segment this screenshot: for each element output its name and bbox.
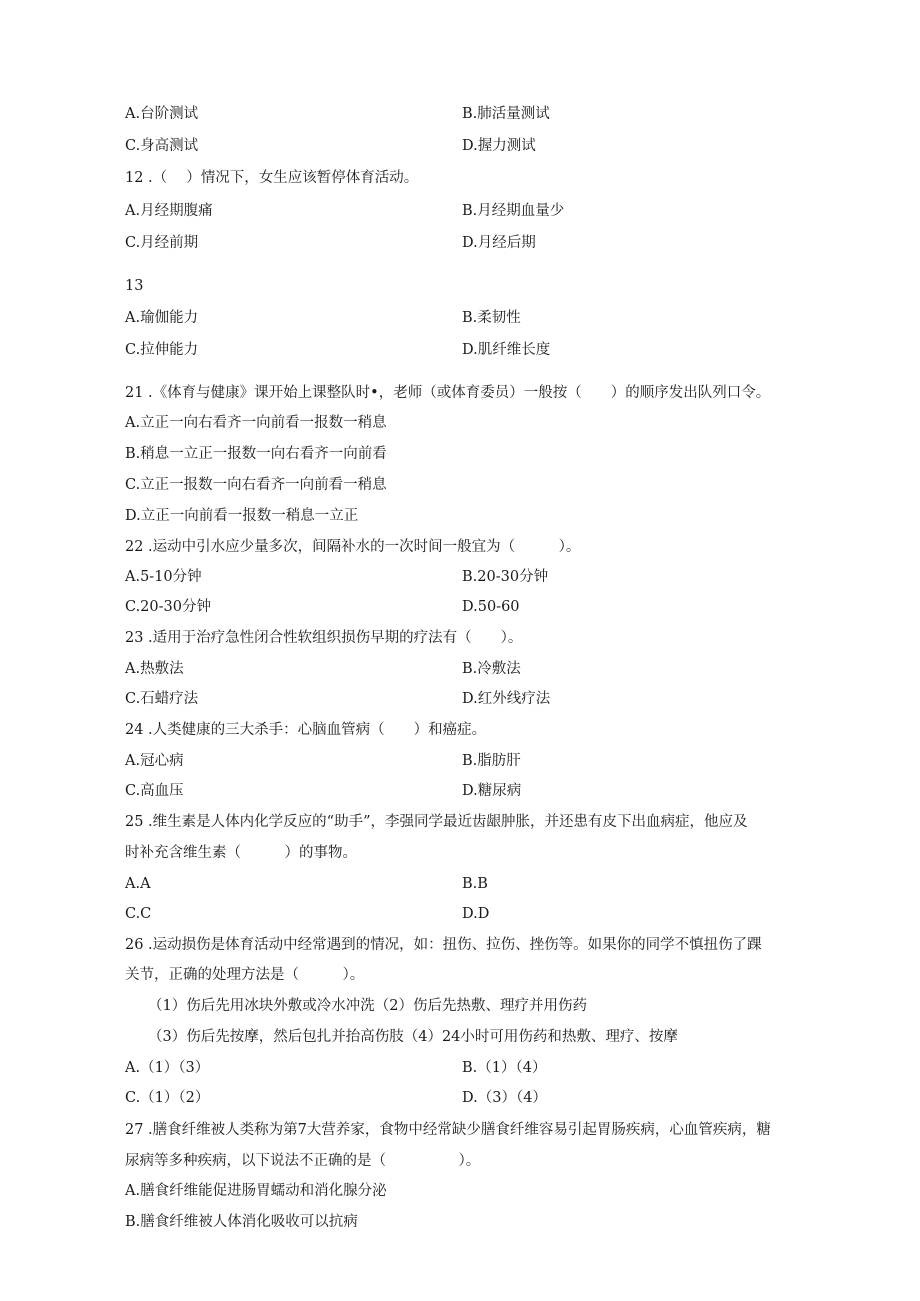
option-a[interactable]: A.冠心病	[125, 753, 184, 769]
option-d[interactable]: D.红外线疗法	[462, 691, 551, 707]
question-25-stem: 25 .维生素是人体内化学反应的“助手”，李强同学最近齿龈肿胀，并还患有皮下出血病症，他应及	[125, 814, 748, 830]
question-21-stem: 21 .《体育与健康》课开始上课整队时•，老师（或体育委员）一般按（ ）的顺序发出队列口令。	[125, 385, 771, 401]
option-c[interactable]: C.20-30分钟	[125, 599, 211, 615]
option-d[interactable]: D.D	[462, 906, 490, 922]
question-22-stem: 22 .运动中引水应少量多次，间隔补水的一次时间一般宜为（ ）。	[125, 539, 581, 555]
question-26-items-1: （1）伤后先用冰块外敷或冷水冲洗（2）伤后先热敷、理疗并用伤药	[148, 998, 587, 1014]
option-d[interactable]: D.立正一向前看一报数一稍息一立正	[125, 508, 359, 524]
option-c[interactable]: C.月经前期	[125, 235, 199, 251]
option-a[interactable]: A.膳食纤维能促进肠胃蠕动和消化腺分泌	[125, 1183, 387, 1199]
option-d[interactable]: D.50-60	[462, 599, 520, 615]
option-a[interactable]: A.（1）（3）	[125, 1060, 210, 1076]
option-b[interactable]: B.脂肪肝	[462, 753, 521, 769]
option-c[interactable]: C.高血压	[125, 783, 184, 799]
option-b[interactable]: B.柔韧性	[462, 310, 521, 326]
option-a[interactable]: A.A	[125, 876, 151, 892]
option-d[interactable]: D.肌纤维长度	[462, 342, 551, 358]
option-d[interactable]: D.握力测试	[462, 138, 536, 154]
option-b[interactable]: B.稍息一立正一报数一向右看齐一向前看	[125, 446, 387, 462]
option-b[interactable]: B.20-30分钟	[462, 569, 549, 585]
option-a[interactable]: A.瑜伽能力	[125, 310, 199, 326]
option-b[interactable]: B.（1）（4）	[462, 1060, 547, 1076]
option-d[interactable]: D.糖尿病	[462, 783, 522, 799]
option-b[interactable]: B.冷敷法	[462, 661, 521, 677]
question-26-stem-cont: 关节，正确的处理方法是（ ）。	[125, 967, 365, 983]
option-b[interactable]: B.肺活量测试	[462, 106, 550, 122]
option-a[interactable]: A.5-10分钟	[125, 569, 202, 585]
option-c[interactable]: C.石蜡疗法	[125, 691, 199, 707]
option-d[interactable]: D.月经后期	[462, 235, 536, 251]
option-b[interactable]: B.月经期血量少	[462, 203, 565, 219]
option-a[interactable]: A.台阶测试	[125, 106, 199, 122]
option-c[interactable]: C.身高测试	[125, 138, 199, 154]
option-a[interactable]: A.热敷法	[125, 661, 184, 677]
option-d[interactable]: D.（3）（4）	[462, 1090, 547, 1106]
question-26-items-2: （3）伤后先按摩，然后包扎并抬高伤肢（4）24小时可用伤药和热敷、理疗、按摩	[148, 1029, 678, 1045]
option-c[interactable]: C.C	[125, 906, 152, 922]
question-27-stem-cont: 尿病等多种疾病，以下说法不正确的是（ ）。	[125, 1153, 481, 1169]
option-b[interactable]: B.膳食纤维被人体消化吸收可以抗病	[125, 1214, 358, 1230]
question-27-stem: 27 .膳食纤维被人类称为第7大营养家，食物中经常缺少膳食纤维容易引起胃肠疾病，心血管疾病，糖	[125, 1122, 771, 1138]
question-24-stem: 24 .人类健康的三大杀手：心脑血管病（ ）和癌症。	[125, 722, 487, 738]
option-b[interactable]: B.B	[462, 876, 488, 892]
question-13-stem: 13	[125, 278, 144, 294]
option-c[interactable]: C.拉伸能力	[125, 342, 199, 358]
question-26-stem: 26 .运动损伤是体育活动中经常遇到的情况，如：扭伤、拉伤、挫伤等。如果你的同学不慎扭伤了踝	[125, 937, 762, 953]
option-a[interactable]: A.月经期腹痛	[125, 203, 213, 219]
option-a[interactable]: A.立正一向右看齐一向前看一报数一稍息	[125, 415, 387, 431]
option-c[interactable]: C.立正一报数一向右看齐一向前看一稍息	[125, 477, 387, 493]
question-25-stem-cont: 时补充含维生素（ ）的事物。	[125, 845, 357, 861]
question-12-stem: 12 .（ ）情况下，女生应该暂停体育活动。	[125, 170, 419, 186]
question-23-stem: 23 .适用于治疗急性闭合性软组织损伤早期的疗法有（ ）。	[125, 630, 523, 646]
option-c[interactable]: C.（1）（2）	[125, 1090, 210, 1106]
